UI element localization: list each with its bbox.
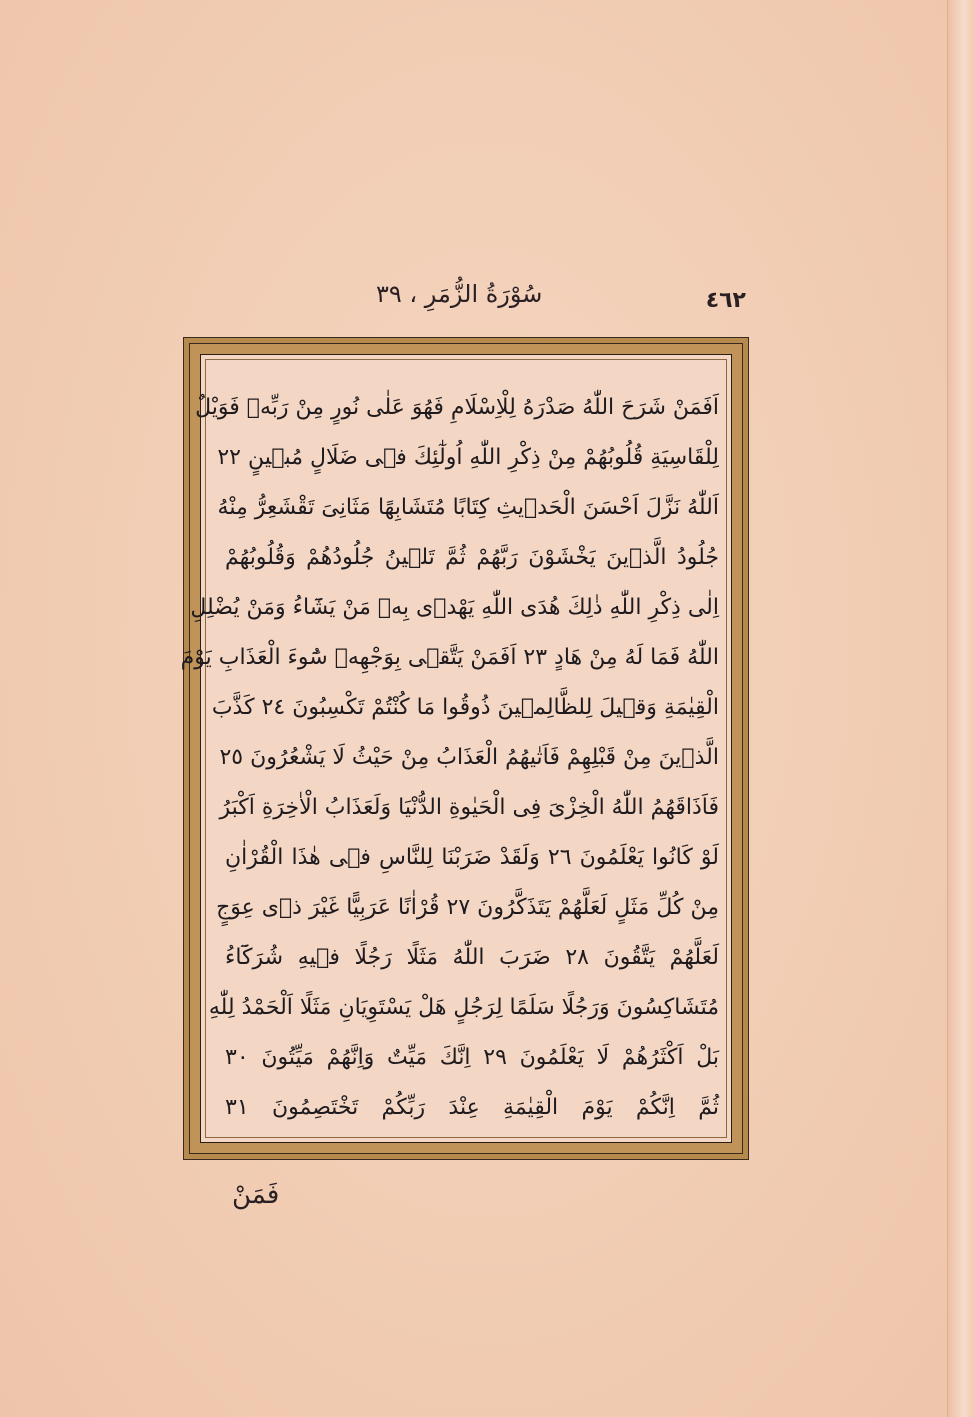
- text-line-2: لِلْقَاسِيَةِ قُلُوبُهُمْ مِنْ ذِكْرِ اللّٰهِ اُولٰٓئِكَ فٖى ضَلَالٍ مُبٖينٍ ٢٢: [217, 445, 719, 470]
- text-line-1: اَفَمَنْ شَرَحَ اللّٰهُ صَدْرَهُ لِلْاِسْلَامِ فَهُوَ عَلٰى نُورٍ مِنْ رَبِّهٖ فَوَيْلٌ: [195, 395, 719, 420]
- frame-gold-band: [180, 343, 743, 1154]
- text-block: [180, 383, 720, 1133]
- text-frame: [180, 337, 749, 1160]
- page-header: [186, 280, 746, 320]
- catchword: فَمَنْ: [232, 1180, 280, 1210]
- text-line-15: ثُمَّ اِنَّكُمْ يَوْمَ الْقِيٰمَةِ عِنْدَ رَبِّكُمْ تَخْتَصِمُونَ ٣١: [225, 1095, 719, 1120]
- text-line-12: لَعَلَّهُمْ يَتَّقُونَ ٢٨ ضَرَبَ اللّٰهُ مَثَلًا رَجُلًا فٖيهِ شُرَكَٓاءُ: [225, 945, 720, 970]
- text-line-11: مِنْ كُلِّ مَثَلٍ لَعَلَّهُمْ يَتَذَكَّرُونَ ٢٧ قُرْاٰنًا عَرَبِيًّا غَيْرَ ذٖى عِوَجٍ: [216, 895, 719, 920]
- text-line-13: مُتَشَاكِسُونَ وَرَجُلًا سَلَمًا لِرَجُلٍ هَلْ يَسْتَوِيَانِ مَثَلًا اَلْحَمْدُ لِلّٰهِ: [208, 995, 719, 1020]
- sura-title: سُوْرَةُ الزُّمَرِ ، ٣٩: [376, 280, 543, 308]
- frame-inner-panel: [180, 354, 732, 1143]
- text-line-6: اللّٰهُ فَمَا لَهُ مِنْ هَادٍ ٢٣ اَفَمَنْ يَتَّقٖى بِوَجْهِهٖ سُٓوءَ الْعَذَابِ يَوْمَ: [180, 645, 719, 670]
- text-line-8: الَّذٖينَ مِنْ قَبْلِهِمْ فَاَتٰيهُمُ الْعَذَابُ مِنْ حَيْثُ لَا يَشْعُرُونَ ٢٥: [219, 745, 719, 770]
- text-line-9: فَاَذَاقَهُمُ اللّٰهُ الْخِزْىَ فِى الْحَيٰوةِ الدُّنْيَا وَلَعَذَابُ الْاٰخِرَةِ اَكْبَرُ: [219, 795, 719, 820]
- text-line-3: اَللّٰهُ نَزَّلَ اَحْسَنَ الْحَدٖيثِ كِتَابًا مُتَشَابِهًا مَثَانِىَ تَقْشَعِرُّ مِنْهُ: [217, 495, 719, 520]
- text-line-14: بَلْ اَكْثَرُهُمْ لَا يَعْلَمُونَ ٢٩ اِنَّكَ مَيِّتٌ وَاِنَّهُمْ مَيِّتُونَ ٣٠: [225, 1045, 720, 1070]
- text-line-7: الْقِيٰمَةِ وَقٖيلَ لِلظَّالِمٖينَ ذُوقُوا مَا كُنْتُمْ تَكْسِبُونَ ٢٤ كَذَّبَ: [211, 695, 719, 720]
- page-number: ٤٦٢: [705, 288, 746, 313]
- text-line-10: لَوْ كَانُوا يَعْلَمُونَ ٢٦ وَلَقَدْ ضَرَبْنَا لِلنَّاسِ فٖى هٰذَا الْقُرْاٰنِ: [225, 845, 719, 870]
- text-line-5: اِلٰى ذِكْرِ اللّٰهِ ذٰلِكَ هُدَى اللّٰهِ يَهْدٖى بِهٖ مَنْ يَشَٓاءُ وَمَنْ يُضْلِلِ: [190, 595, 719, 620]
- page-edge: [947, 0, 974, 1417]
- text-line-4: جُلُودُ الَّذٖينَ يَخْشَوْنَ رَبَّهُمْ ثُمَّ تَلٖينُ جُلُودُهُمْ وَقُلُوبُهُمْ: [225, 545, 719, 570]
